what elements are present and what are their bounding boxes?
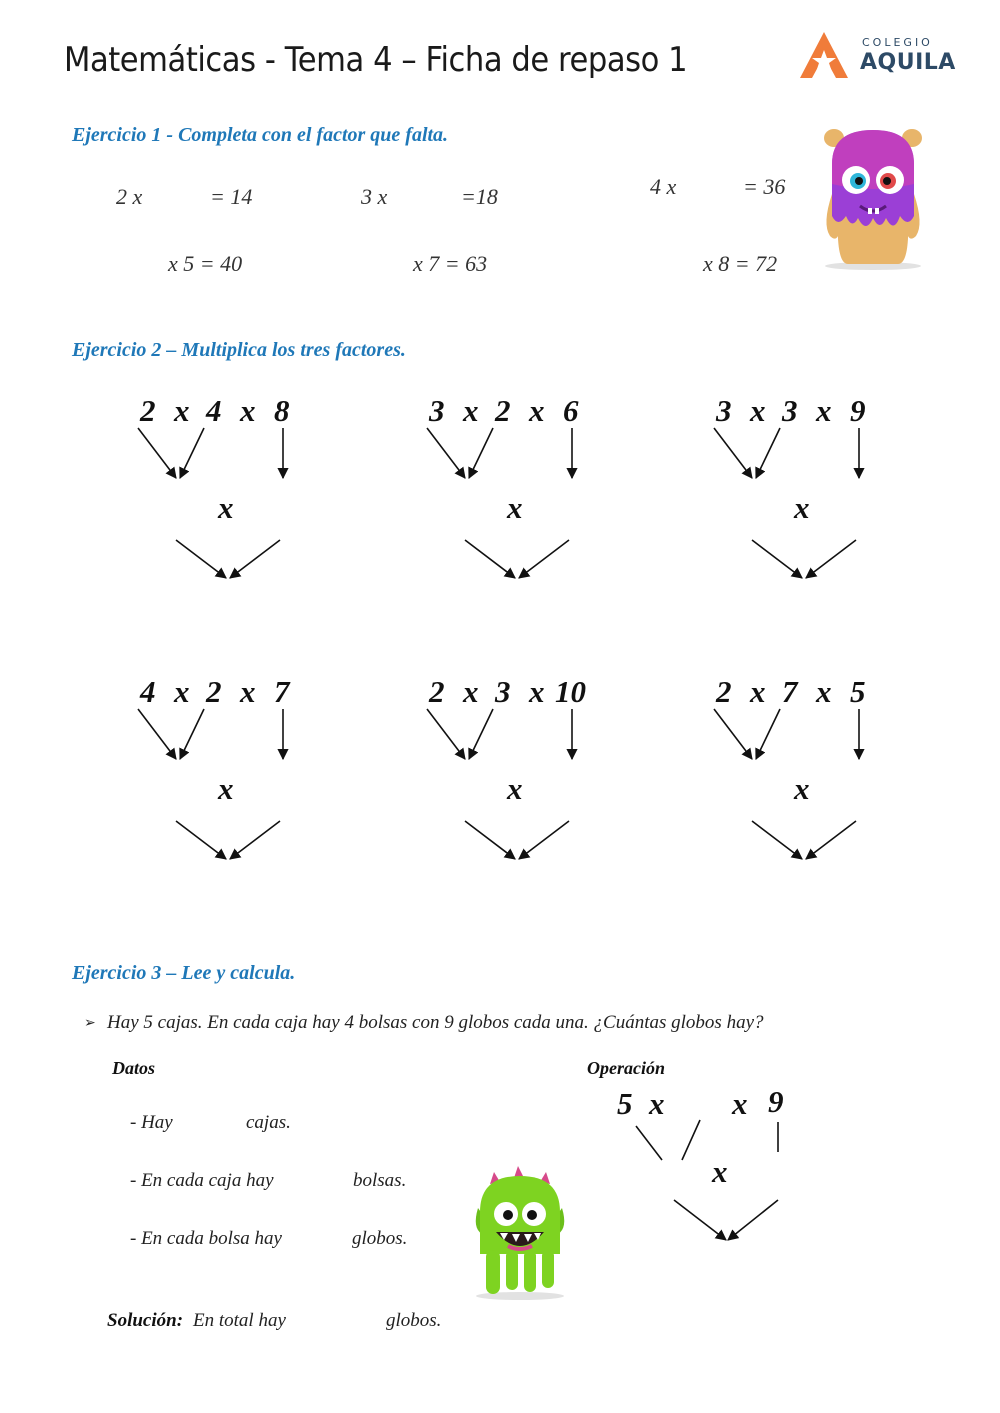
tree-sign-1: x (463, 674, 479, 709)
tree-sign-2: x (816, 674, 832, 709)
tree-factor-2: 7 (782, 674, 798, 709)
op-factor-a: 5 (617, 1086, 633, 1121)
logo-main-text: AQUILA (860, 50, 956, 75)
tree-sign-1: x (174, 674, 190, 709)
tree-arrow (469, 428, 493, 478)
tree-arrow (519, 821, 569, 859)
problem-text: Hay 5 cajas. En cada caja hay 4 bolsas con 9 globos cada una. ¿Cuántas globos hay? (107, 1012, 764, 1033)
ex1-eq-3-right: = 36 (743, 174, 786, 199)
datos-line-1-a: - Hay (130, 1112, 173, 1133)
ex1-eq-3-left: 4 x (650, 174, 677, 199)
tree-arrow (230, 540, 280, 578)
tree-arrow (176, 821, 226, 859)
tree-arrow (752, 540, 802, 578)
factor-tree (427, 393, 579, 578)
op-sign-2: x (732, 1086, 748, 1121)
tree-sign-mid: x (794, 771, 810, 806)
datos-line-3-b: globos. (352, 1228, 408, 1249)
tree-sign-1: x (463, 393, 479, 428)
tree-arrow (465, 821, 515, 859)
tree-sign-1: x (750, 674, 766, 709)
ex1-eq-6: x 8 = 72 (703, 251, 778, 276)
tree-arrow (519, 540, 569, 578)
tree-arrow (180, 428, 204, 478)
exercise-1-heading: Ejercicio 1 - Completa con el factor que falta. (72, 124, 449, 146)
datos-line-2-a: - En cada caja hay (130, 1170, 274, 1191)
tree-arrow (806, 821, 856, 859)
tree-arrow (180, 709, 204, 759)
ex1-eq-2-right: =18 (461, 184, 498, 209)
datos-label: Datos (112, 1058, 156, 1078)
tree-factor-2: 3 (495, 674, 511, 709)
tree-factor-1: 2 (140, 393, 156, 428)
tree-factor-1: 3 (429, 393, 445, 428)
tree-factor-2: 4 (206, 393, 222, 428)
op-factor-b: 9 (768, 1084, 784, 1119)
tree-arrow (138, 428, 176, 478)
factor-tree (138, 674, 291, 859)
tree-arrow (806, 540, 856, 578)
tree-factor-3: 9 (850, 393, 866, 428)
tree-sign-2: x (529, 674, 545, 709)
tree-factor-3: 6 (563, 393, 579, 428)
page-title: Matemáticas - Tema 4 – Ficha de repaso 1 (64, 40, 688, 80)
tree-arrow (427, 428, 465, 478)
solucion-label: Solución: (107, 1310, 184, 1331)
tree-factor-3: 10 (555, 674, 586, 709)
operacion-label: Operación (587, 1058, 665, 1078)
solucion-end: globos. (386, 1310, 442, 1331)
tree-sign-mid: x (507, 771, 523, 806)
tree-arrow (138, 709, 176, 759)
tree-factor-1: 3 (716, 393, 732, 428)
tree-sign-2: x (816, 393, 832, 428)
tree-arrow (176, 540, 226, 578)
tree-sign-mid: x (794, 490, 810, 525)
arrow-bullet-icon: ➢ (84, 1016, 96, 1031)
tree-factor-1: 4 (140, 674, 156, 709)
datos-line-1-b: cajas. (246, 1112, 291, 1133)
factor-tree (714, 393, 866, 578)
datos-line-2-b: bolsas. (353, 1170, 407, 1191)
tree-arrow (469, 709, 493, 759)
tree-factor-2: 3 (782, 393, 798, 428)
ex1-eq-4: x 5 = 40 (168, 251, 243, 276)
solucion-text: En total hay (193, 1310, 286, 1331)
tree-sign-2: x (529, 393, 545, 428)
tree-sign-1: x (750, 393, 766, 428)
exercise-2-heading: Ejercicio 2 – Multiplica los tres factores. (72, 339, 406, 361)
factor-tree (138, 393, 290, 578)
op-sign-3: x (712, 1154, 728, 1189)
tree-factor-3: 8 (274, 393, 290, 428)
tree-factor-3: 7 (274, 674, 290, 709)
datos-line-3-a: - En cada bolsa hay (130, 1228, 282, 1249)
factor-tree (427, 674, 586, 859)
tree-arrow (756, 428, 780, 478)
tree-sign-mid: x (218, 490, 234, 525)
tree-sign-mid: x (507, 490, 523, 525)
tree-arrow (230, 821, 280, 859)
exercise-3-heading: Ejercicio 3 – Lee y calcula. (72, 962, 296, 984)
tree-sign-mid: x (218, 771, 234, 806)
tree-factor-1: 2 (716, 674, 732, 709)
tree-arrow (714, 428, 752, 478)
tree-factor-2: 2 (206, 674, 222, 709)
ex1-eq-2-left: 3 x (361, 184, 388, 209)
tree-arrow (714, 709, 752, 759)
tree-factor-1: 2 (429, 674, 445, 709)
tree-arrow (465, 540, 515, 578)
factor-tree (714, 674, 866, 859)
op-sign-1: x (649, 1086, 665, 1121)
ex1-eq-1-right: = 14 (210, 184, 253, 209)
tree-factor-3: 5 (850, 674, 866, 709)
logo-small-text: COLEGIO (862, 36, 933, 49)
tree-sign-2: x (240, 674, 256, 709)
tree-sign-1: x (174, 393, 190, 428)
tree-arrow (427, 709, 465, 759)
tree-arrow (756, 709, 780, 759)
tree-factor-2: 2 (495, 393, 511, 428)
ex1-eq-5: x 7 = 63 (413, 251, 488, 276)
tree-arrow (752, 821, 802, 859)
operation-diagram (600, 1080, 820, 1250)
tree-sign-2: x (240, 393, 256, 428)
ex1-eq-1-left: 2 x (116, 184, 143, 209)
green-monster-image (468, 1162, 572, 1302)
